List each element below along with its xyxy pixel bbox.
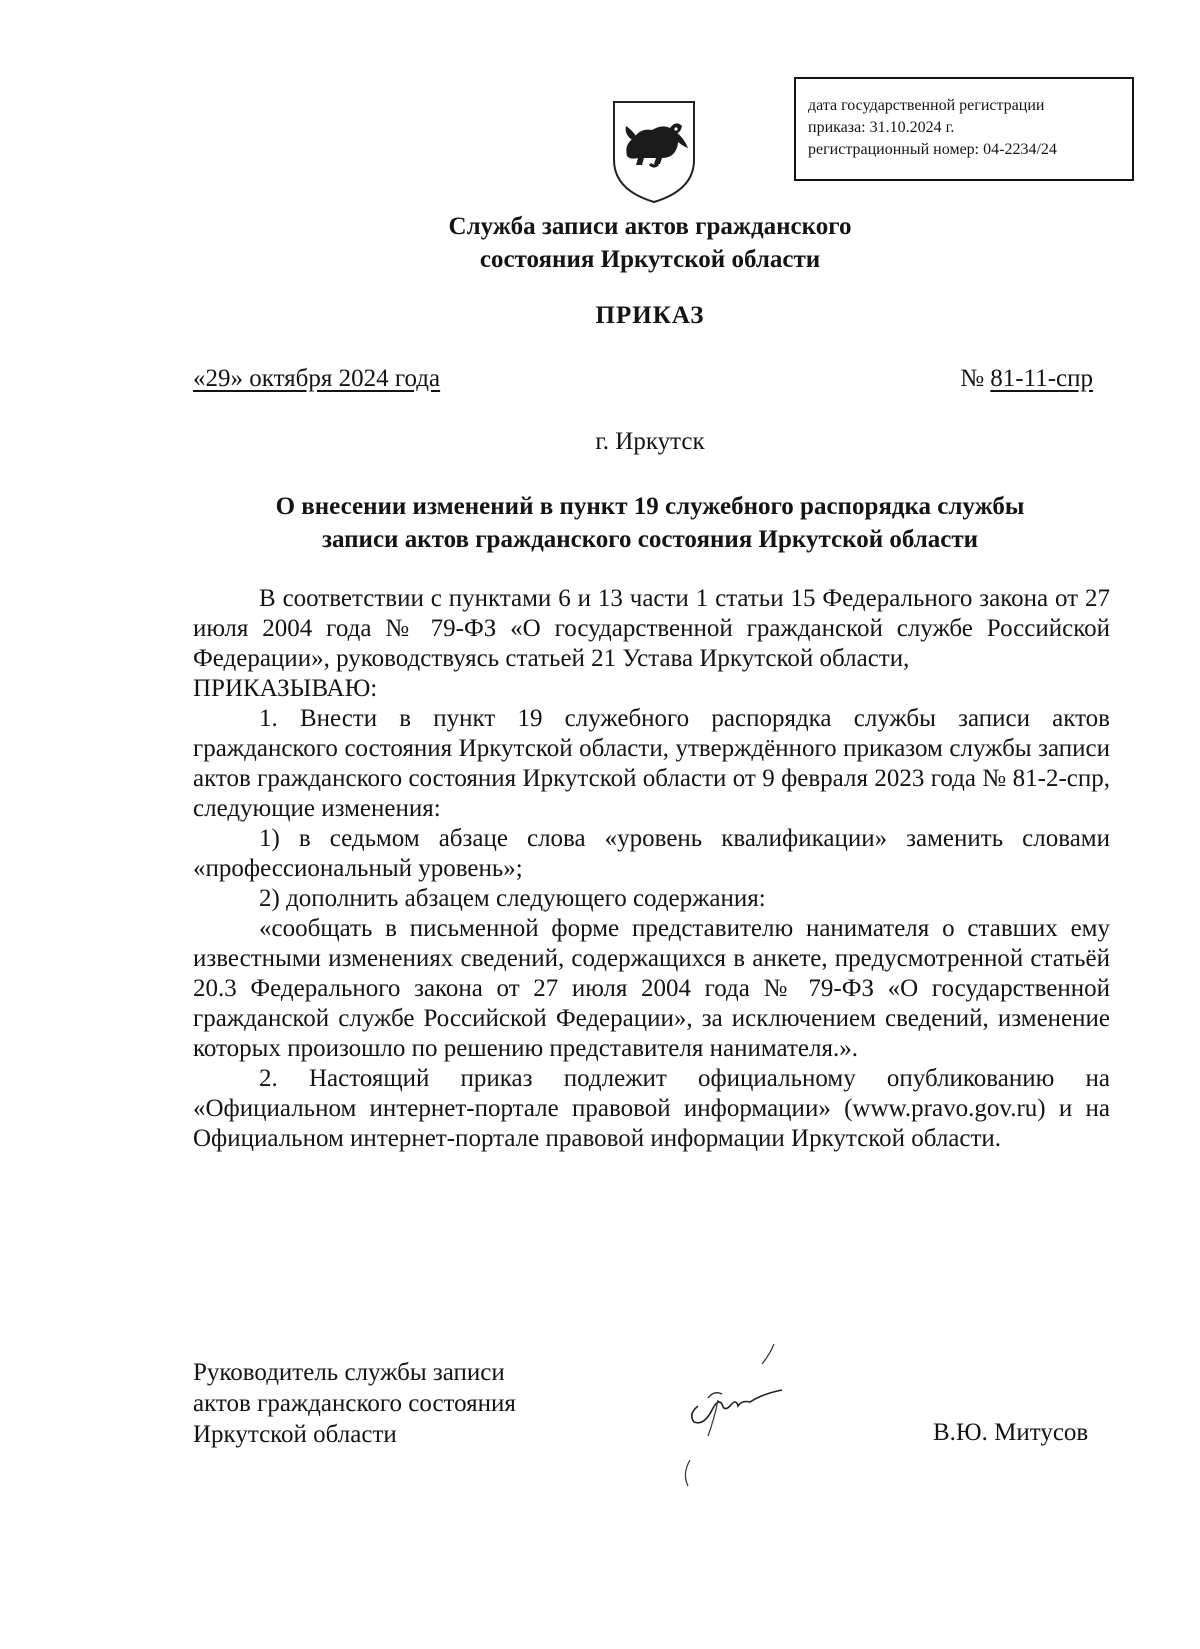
item-1-paragraph: 1. Внести в пункт 19 служебного распорядка службы записи актов гражданского состояния Иркутской области, утверждённого приказом службы записи актов гражданского состояния Иркутской области от 9 февраля 2023 года № 81-2-спр, следующие изменения:	[193, 705, 1110, 822]
agency-line-1: Служба записи актов гражданского	[448, 213, 852, 240]
issuing-agency	[300, 210, 1000, 276]
item-2-paragraph: 2. Настоящий приказ подлежит официальному опубликованию на «Официальном интернет-портале правовой информации» (www.pravo.gov.ru) и на Официальном интернет-портале правовой информации Иркутской области.	[193, 1065, 1110, 1152]
title-line-1: О внесении изменений в пункт 19 служебного распорядка службы	[275, 493, 1025, 520]
signature-icon	[678, 1340, 828, 1490]
item-1-1-paragraph: 1) в седьмом абзаце слова «уровень квалификации» заменить словами «профессиональный уровень»;	[193, 825, 1110, 882]
signer-position-line-3: Иркутской области	[193, 1421, 397, 1448]
signer-name: В.Ю. Митусов	[933, 1419, 1089, 1446]
signer-position	[193, 1357, 516, 1450]
registration-stamp	[794, 77, 1134, 181]
preamble-paragraph: В соответствии с пунктами 6 и 13 части 1 статьи 15 Федерального закона от 27 июля 2004 года № 79-ФЗ «О государственной гражданской службе Российской Федерации», руководствуясь статьей 21 Устава Иркутской области,	[193, 585, 1110, 672]
item-1-2-paragraph: 2) дополнить абзацем следующего содержания:	[259, 885, 766, 912]
signer-position-line-2: актов гражданского состояния	[193, 1390, 516, 1417]
title-line-2: записи актов гражданского состояния Иркутской области	[321, 526, 979, 553]
registration-date: приказа: 31.10.2024 г.	[808, 119, 955, 136]
document-body	[193, 584, 1110, 1154]
signer-position-line-1: Руководитель службы записи	[193, 1359, 505, 1386]
registration-number: регистрационный номер: 04-2234/24	[808, 141, 1057, 158]
quoted-amendment-paragraph: «сообщать в письменной форме представителю нанимателя о ставших ему известными изменениях сведений, содержащихся в анкете, предусмотренной статьёй 20.3 Федерального закона от 27 июля 2004 года № 79-ФЗ «О государственной гражданской службе Российской Федерации», за исключением сведений, изменение которых произошло по решению представителя нанимателя.».	[193, 915, 1110, 1062]
order-date: «29» октября 2024 года	[193, 365, 441, 392]
agency-line-2: состояния Иркутской области	[479, 246, 821, 273]
order-number-prefix: №	[960, 365, 985, 392]
order-number-value: 81-11-спр	[990, 365, 1093, 392]
registration-date-label: дата государственной регистрации	[808, 97, 1045, 114]
issue-city: г. Иркутск	[595, 428, 705, 455]
document-title	[150, 490, 1150, 556]
order-word: ПРИКАЗЫВАЮ:	[193, 675, 378, 702]
order-number	[960, 365, 1093, 393]
coat-of-arms-icon	[610, 98, 698, 206]
document-type: ПРИКАЗ	[595, 302, 705, 329]
